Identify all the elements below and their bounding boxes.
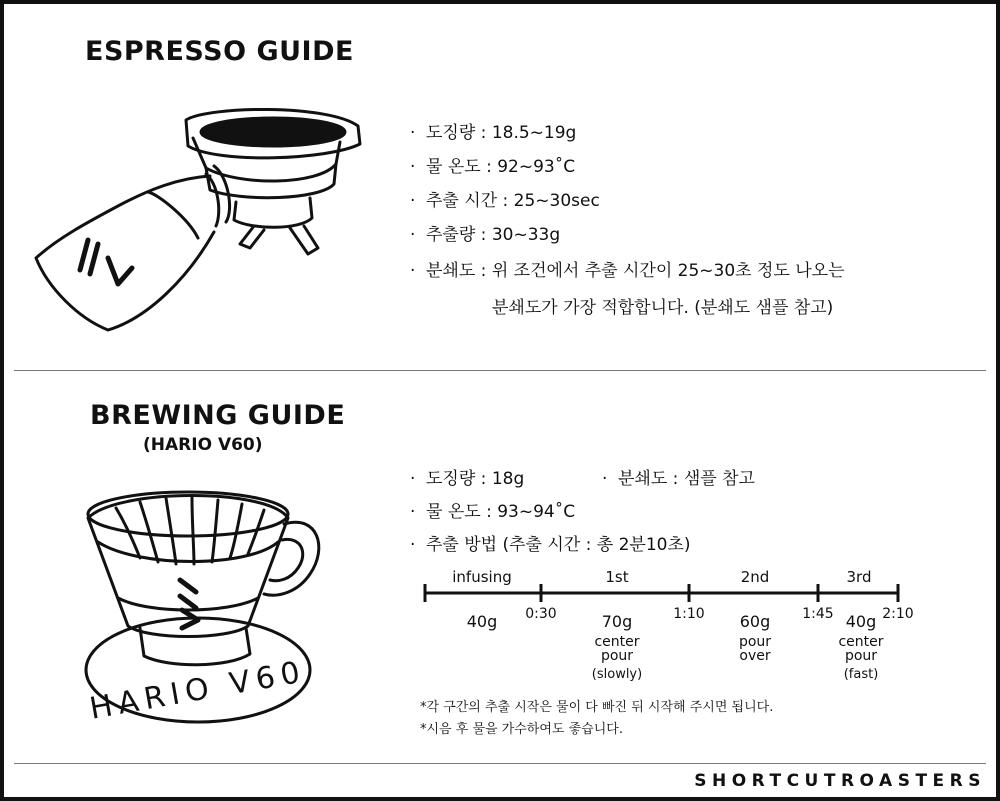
brand-wordmark: SHORTCUTROASTERS: [694, 771, 986, 791]
tick-label-0-30: 0:30: [525, 606, 557, 622]
espresso-grind-size: · 분쇄도 : 위 조건에서 추출 시간이 25~30초 정도 나오는 분쇄도가 가장 적합합니다. (분쇄도 샘플 참고): [410, 261, 845, 318]
hario-v60-dripper-illustration: [78, 478, 328, 728]
espresso-yield: · 추출량 : 30~33g: [410, 225, 561, 245]
stage-name-2nd: 2nd: [740, 568, 770, 586]
stage-name-1st: 1st: [605, 568, 629, 586]
brewing-method: · 추출 방법 (추출 시간 : 총 2분10초): [410, 535, 691, 555]
stage-note-1st-line3: (slowly): [591, 667, 643, 682]
stage-note-1st-line2: pour: [600, 648, 634, 664]
section-divider: [14, 370, 986, 371]
footnote-1: *각 구간의 추출 시작은 물이 다 빠진 뒤 시작해 주시면 됩니다.: [420, 700, 774, 715]
espresso-extraction-time: · 추출 시간 : 25~30sec: [410, 191, 600, 211]
brewing-water-temp: · 물 온도 : 93~94˚C: [410, 502, 576, 522]
tick-label-1-45: 1:45: [802, 606, 834, 622]
brewing-dose: · 도징량 : 18g: [410, 469, 525, 489]
brewing-grind-size: · 분쇄도 : 샘플 참고: [602, 469, 755, 489]
portafilter-illustration: [28, 98, 370, 338]
stage-name-3rd: 3rd: [846, 568, 872, 586]
stage-amount-2nd: 60g: [739, 612, 771, 631]
espresso-guide-title: ESPRESSO GUIDE: [85, 36, 354, 67]
espresso-water-temp: · 물 온도 : 92~93˚C: [410, 157, 576, 177]
stage-note-3rd-line2: pour: [844, 648, 878, 664]
stage-note-2nd-line1: pour: [738, 634, 772, 650]
tick-label-1-10: 1:10: [673, 606, 705, 622]
stage-amount-3rd: 40g: [845, 612, 877, 631]
tick-label-2-10: 2:10: [882, 606, 914, 622]
stage-note-3rd-line1: center: [838, 634, 884, 650]
espresso-dose: · 도징량 : 18.5~19g: [410, 123, 577, 143]
stage-name-infusing: infusing: [452, 568, 512, 586]
stage-note-3rd-line3: (fast): [843, 667, 879, 682]
espresso-grind-size-continued: 분쇄도가 가장 적합합니다. (분쇄도 샘플 참고): [492, 298, 834, 318]
stage-note-2nd-line2: over: [739, 648, 771, 664]
footnote-2: *시음 후 물을 가수하여도 좋습니다.: [420, 722, 623, 737]
stage-amount-1st: 70g: [601, 612, 633, 631]
brewing-guide-subtitle: (HARIO V60): [143, 435, 263, 455]
stage-note-1st-line1: center: [594, 634, 640, 650]
stage-amount-infusing: 40g: [466, 612, 498, 631]
brewing-guide-title: BREWING GUIDE: [90, 400, 346, 431]
saucer-lettering: HARIO V60: [87, 654, 309, 727]
footer-divider: [14, 763, 986, 764]
pour-timeline: [410, 560, 930, 690]
